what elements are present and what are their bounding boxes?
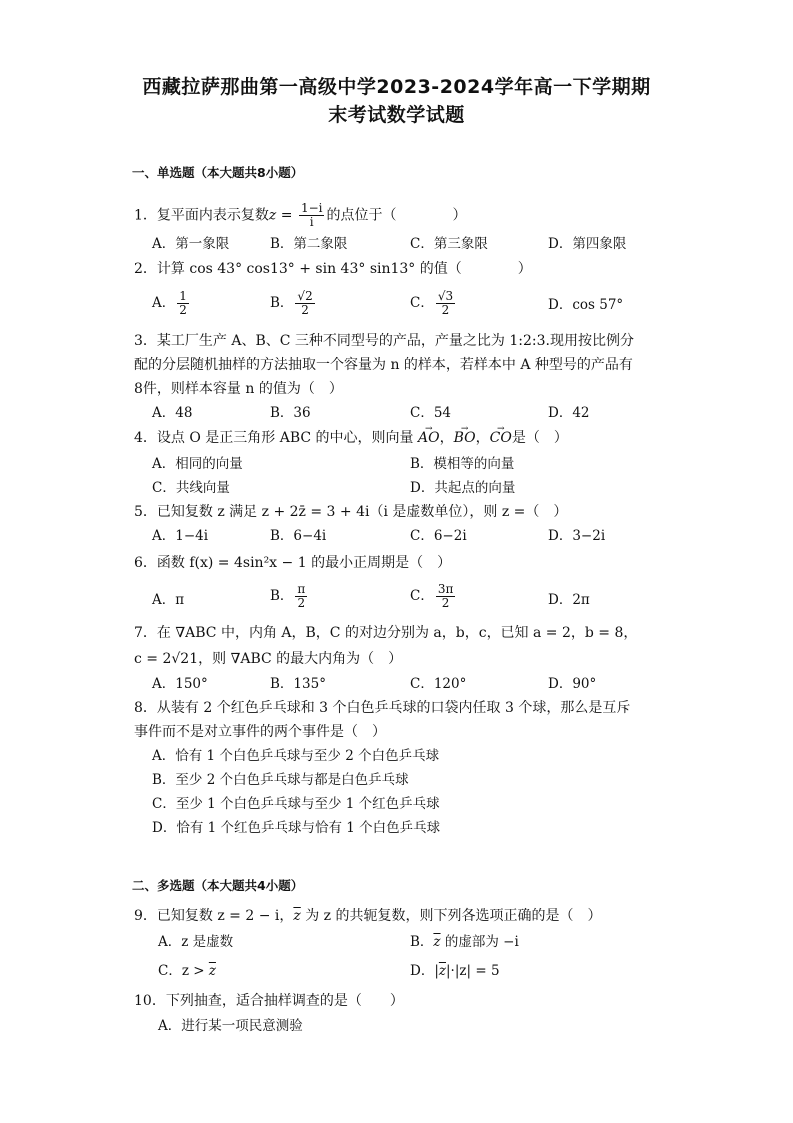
question-3-line1: 3．某工厂生产 A、B、C 三种不同型号的产品，产量之比为 1:2:3.现用按比例分 xyxy=(134,333,634,349)
q9-c-conjugate: $\overline{z}$ xyxy=(208,963,216,979)
question-5: 5．已知复数 z 满足 z + 2z̄ = 3 + 4i（i 是虚数单位），则 z =（ ） xyxy=(134,504,568,520)
q2-c-num: √3 xyxy=(437,289,454,303)
question-8-line1: 8．从装有 2 个红色乒乓球和 3 个白色乒乓球的口袋内任取 3 个球，那么是互斥 xyxy=(134,700,631,716)
q6-b-fraction xyxy=(295,583,307,610)
q9-d-label: D．| xyxy=(410,963,439,979)
q1-tail: 的点位于（ ） xyxy=(326,207,467,224)
q9-c-text: C．z > xyxy=(158,963,209,979)
question-7-line1: 7．在 ∇ABC 中，内角 A，B，C 的对边分别为 a，b，c，已知 a = 2，b = 8， xyxy=(134,625,638,641)
q6-option-c xyxy=(410,583,457,610)
question-1 xyxy=(134,202,466,229)
q7-option-a: A．150° xyxy=(152,676,208,692)
q4-text: 4．设点 O 是正三角形 ABC 的中心，则向量 xyxy=(134,430,419,446)
q1-option-a: A．第一象限 xyxy=(152,236,230,252)
q8-option-c: C．至少 1 个白色乒乓球与至少 1 个红色乒乓球 xyxy=(152,796,440,812)
q1-numerator: 1−i xyxy=(300,201,323,215)
question-10: 10．下列抽查，适合抽样调查的是（ ） xyxy=(134,993,404,1009)
q2-a-fraction xyxy=(177,290,189,317)
q1-option-b: B．第二象限 xyxy=(270,236,348,252)
q6-option-b xyxy=(270,583,309,610)
q1-text: 1．复平面内表示复数 xyxy=(134,207,269,224)
q9-b-conjugate: $\overline{z}$ xyxy=(433,934,441,950)
q4-vector-co: → CO xyxy=(490,429,512,447)
q7-option-c: C．120° xyxy=(410,676,467,692)
q9-text: 9．已知复数 z = 2 − i， xyxy=(134,908,294,924)
q6-option-a: A．π xyxy=(152,592,185,608)
question-2: 2．计算 cos 43° cos13° + sin 43° sin13° 的值（ ） xyxy=(134,261,532,277)
question-7-line2: c = 2√21，则 ∇ABC 的最大内角为（ ） xyxy=(134,651,403,667)
q7-option-d: D．90° xyxy=(548,676,597,692)
q3-option-a: A．48 xyxy=(152,405,193,421)
q6-b-num: π xyxy=(297,582,306,596)
q8-option-d: D．恰有 1 个红色乒乓球与恰有 1 个白色乒乓球 xyxy=(152,820,441,836)
q2-option-c xyxy=(410,290,457,317)
q2-option-d: D．cos 57° xyxy=(548,297,624,313)
exam-title-line2: 末考试数学试题 xyxy=(328,104,465,126)
q9-option-c xyxy=(158,962,216,980)
q4-vector-ao: → AO xyxy=(418,429,440,447)
q2-b-label: B． xyxy=(270,295,294,311)
q6-b-den: 2 xyxy=(297,596,306,610)
question-9 xyxy=(134,907,602,925)
q2-b-num: √2 xyxy=(297,289,313,303)
q8-option-a: A．恰有 1 个白色乒乓球与至少 2 个白色乒乓球 xyxy=(152,748,440,764)
section-single-choice: 一、单选题（本大题共8小题） xyxy=(132,165,304,180)
q1-denominator: i xyxy=(309,215,314,229)
q2-option-b xyxy=(270,290,317,317)
q10-option-a: A．进行某一项民意测验 xyxy=(158,1018,303,1034)
q2-a-label: A． xyxy=(152,295,176,311)
q2-a-den: 2 xyxy=(179,303,187,317)
q5-option-d: D．3−2i xyxy=(548,528,606,544)
q9-b-label: B． xyxy=(410,934,434,950)
question-8-line2: 事件而不是对立事件的两个事件是（ ） xyxy=(134,724,386,740)
q4-option-a: A．相同的向量 xyxy=(152,456,243,472)
q4-option-b: B．模相等的向量 xyxy=(410,456,515,472)
q9-b-text: 的虚部为 −i xyxy=(440,934,519,950)
question-4: 4．设点 O 是正三角形 ABC 的中心，则向量 → AO，→ BO，→ CO是（ ） xyxy=(134,429,568,447)
q9-d-text: |·|z| = 5 xyxy=(446,963,500,979)
q5-option-a: A．1−4i xyxy=(152,528,209,544)
q2-b-den: 2 xyxy=(301,303,309,317)
q5-option-b: B．6−4i xyxy=(270,528,327,544)
q6-c-label: C． xyxy=(410,588,434,604)
q9-conjugate: $\overline{z}$ xyxy=(293,908,301,924)
q1-option-c: C．第三象限 xyxy=(410,236,488,252)
q2-c-fraction xyxy=(436,290,455,317)
q4-tail: 是（ ） xyxy=(511,430,568,446)
q6-c-den: 2 xyxy=(441,596,450,610)
q9-option-d xyxy=(410,962,500,980)
q2-option-a xyxy=(152,290,191,317)
q2-c-den: 2 xyxy=(441,303,450,317)
q9-option-b xyxy=(410,933,519,951)
q1-eq: = xyxy=(276,207,297,224)
q3-option-d: D．42 xyxy=(548,405,590,421)
q1-var: z xyxy=(268,207,277,224)
exam-title-line1: 西藏拉萨那曲第一高级中学2023-2024学年高一下学期期 xyxy=(142,76,651,98)
q5-option-c: C．6−2i xyxy=(410,528,467,544)
question-6: 6．函数 f(x) = 4sin²x − 1 的最小正周期是（ ） xyxy=(134,555,452,571)
q6-b-label: B． xyxy=(270,588,294,604)
q9-tail: 为 z 的共轭复数，则下列各选项正确的是（ ） xyxy=(300,908,602,924)
q3-option-b: B．36 xyxy=(270,405,311,421)
q2-a-num: 1 xyxy=(179,289,187,303)
q4-vector-bo: → BO xyxy=(454,429,476,447)
q9-option-a: A．z 是虚数 xyxy=(158,934,234,950)
q4-option-c: C．共线向量 xyxy=(152,480,230,496)
q6-c-num: 3π xyxy=(437,582,454,596)
q8-option-b: B．至少 2 个白色乒乓球与都是白色乒乓球 xyxy=(152,772,409,788)
q7-option-b: B．135° xyxy=(270,676,326,692)
q1-option-d: D．第四象限 xyxy=(548,236,627,252)
question-3-line3: 8件，则样本容量 n 的值为（ ） xyxy=(134,381,343,397)
q2-b-fraction xyxy=(295,290,314,317)
q3-option-c: C．54 xyxy=(410,405,452,421)
question-3-line2: 配的分层随机抽样的方法抽取一个容量为 n 的样本，若样本中 A 种型号的产品有 xyxy=(134,357,633,373)
section-multiple-choice: 二、多选题（本大题共4小题） xyxy=(132,878,304,893)
q6-c-fraction xyxy=(436,583,456,610)
q4-option-d: D．共起点的向量 xyxy=(410,480,516,496)
q9-d-conjugate: $\overline{z}$ xyxy=(438,963,446,979)
q1-fraction xyxy=(299,202,325,229)
q6-option-d: D．2π xyxy=(548,592,590,608)
q2-c-label: C． xyxy=(410,295,434,311)
